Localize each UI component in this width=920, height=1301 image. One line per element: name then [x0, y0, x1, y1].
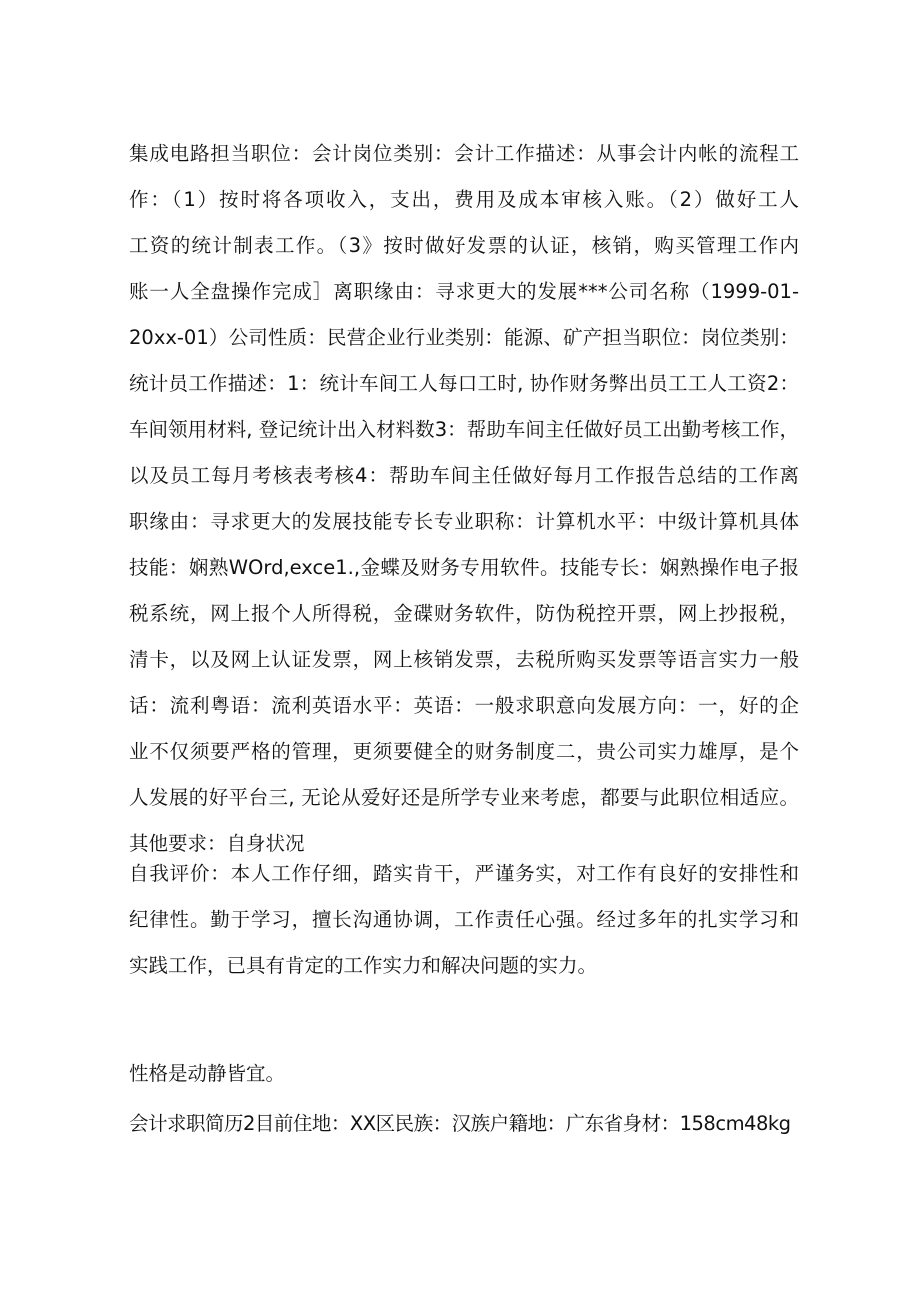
text-line: 清卡，以及网上认证发票，网上核销发票，去税所购买发票等语言实力一般 [129, 648, 799, 671]
text-line: 工资的统计制表工作。（3》按时做好发票的认证，核销，购买管理工作内 [129, 234, 799, 257]
text-line: 业不仅须要严格的管理，更须要健全的财务制度二，贵公司实力雄厚，是个 [129, 740, 799, 763]
text-line: 税系统，网上报个人所得税，金碟财务软件，防伪税控开票，网上抄报税， [129, 602, 799, 625]
text-line: 自我评价：本人工作仔细，踏实肯干，严谨务实，对工作有良好的安排性和 [129, 862, 799, 885]
text-line: 实践工作，已具有肯定的工作实力和解决问题的实力。 [129, 954, 598, 977]
text-line: 话：流利粤语：流利英语水平：英语：一般求职意向发展方向：一，好的企 [129, 694, 799, 717]
text-line: 20xx-01）公司性质：民营企业行业类别：能源、矿产担当职位：岗位类别： [129, 326, 799, 349]
text-line: 集成电路担当职位：会计岗位类别：会计工作描述：从事会计内帐的流程工 [129, 142, 799, 165]
text-line: 性格是动静皆宜。 [129, 1062, 286, 1085]
paragraph-work-history [129, 131, 799, 867]
text-line: 人发展的好平台三, 无论从爱好还是所学专业来考虑，都要与此职位相适应。 [129, 786, 799, 809]
text-line: 其他要求：自身状况 [129, 832, 305, 855]
paragraph-resume-2-header [129, 1101, 799, 1147]
text-line: 技能：娴熟WOrd,exce1.,金蝶及财务专用软件。技能专长：娴熟操作电子报 [129, 556, 799, 579]
text-line: 纪律性。勤于学习，擅长沟通协调，工作责任心强。经过多年的扎实学习和 [129, 908, 799, 931]
paragraph-self-evaluation [129, 851, 799, 989]
text-line: 车间领用材料, 登记统计出入材料数3：帮助车间主任做好员工出勤考核工作， [129, 418, 799, 441]
text-line: 以及员工每月考核表考核4：帮助车间主任做好每月工作报告总结的工作离 [129, 464, 799, 487]
text-line: 账一人全盘操作完成］离职缘由：寻求更大的发展***公司名称（1999-01- [129, 280, 799, 303]
paragraph-personality [129, 1051, 799, 1097]
text-line: 作：（1）按时将各项收入，支出，费用及成本审核入账。（2）做好工人 [129, 188, 799, 211]
text-line: 会计求职简历2目前住地：XX区民族：汉族户籍地：广东省身材：158cm48kg [129, 1112, 791, 1135]
text-line: 统计员工作描述：1：统计车间工人每口工时, 协作财务弊出员工工人工资2： [129, 372, 799, 395]
text-line: 职缘由：寻求更大的发展技能专长专业职称：计算机水平：中级计算机具体 [129, 510, 799, 533]
